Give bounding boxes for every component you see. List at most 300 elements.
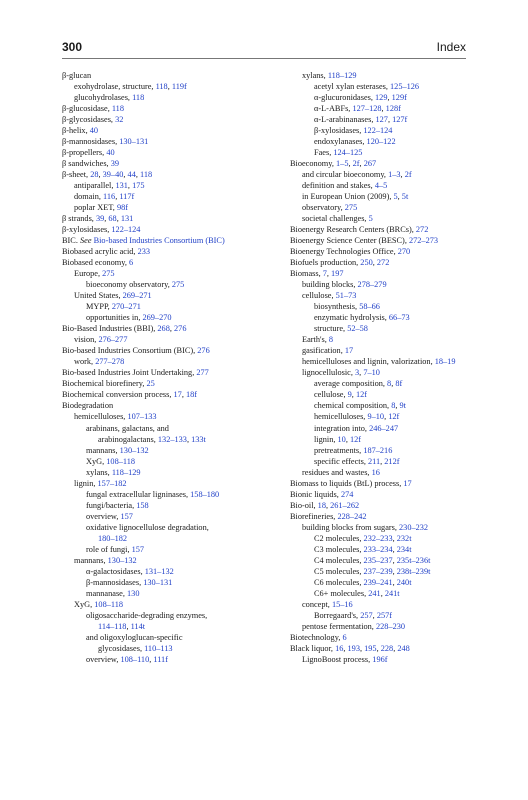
index-term: β strands, <box>62 214 96 224</box>
index-term: fungi/bacteria, <box>86 500 137 510</box>
page-separator: , <box>380 456 385 466</box>
page-separator: , <box>135 170 140 180</box>
index-term: in European Union (2009), <box>302 192 394 202</box>
page-link[interactable]: 127f <box>392 115 408 125</box>
page-link[interactable]: 16 <box>335 643 344 653</box>
page-link[interactable]: 211 <box>367 456 381 466</box>
page-separator: , <box>186 434 192 444</box>
page-link[interactable]: 270–271 <box>111 302 141 312</box>
page-link[interactable]: 12f <box>388 412 400 422</box>
page-link[interactable]: 16 <box>371 467 380 477</box>
index-entry <box>62 522 276 533</box>
index-term: domain, <box>74 192 104 202</box>
page-link[interactable]: 39 <box>110 159 119 169</box>
page-link[interactable]: 28 <box>90 170 99 180</box>
index-entry <box>62 158 276 169</box>
page-link[interactable]: 129f <box>391 93 407 103</box>
page-link[interactable]: 128f <box>385 104 401 114</box>
index-term: lignocellulosic, <box>302 368 355 378</box>
page-link[interactable]: 130–131 <box>119 137 149 147</box>
index-term: Biomass, <box>290 269 323 279</box>
page-link[interactable]: 111f <box>153 654 168 664</box>
index-term: Biobased economy, <box>62 258 129 268</box>
index-entry <box>290 356 504 367</box>
page-link[interactable]: 239–241 <box>363 577 393 587</box>
page-link[interactable]: 44 <box>127 170 136 180</box>
page-link[interactable]: 237–239 <box>363 566 393 576</box>
index-entry <box>62 323 276 334</box>
index-term: Borregaard's, <box>314 610 361 620</box>
index-term: acetyl xylan esterases, <box>314 82 391 92</box>
page-link[interactable]: 3 <box>355 368 360 378</box>
page-link[interactable]: 12f <box>349 434 362 444</box>
page-link[interactable]: 8 <box>387 379 392 389</box>
page-link[interactable]: 118 <box>111 104 124 114</box>
index-entry <box>62 367 276 378</box>
index-term: Biorefineries, <box>290 511 338 521</box>
index-entry <box>62 423 276 434</box>
page-separator: , <box>380 588 385 598</box>
index-term: β sandwiches, <box>62 159 111 169</box>
index-entry <box>290 268 504 279</box>
index-entry <box>62 389 276 400</box>
index-term: β-mannosidases, <box>86 577 144 587</box>
index-term: vision, <box>74 335 99 345</box>
index-term: integration into, <box>314 423 370 433</box>
page-link[interactable]: 127–128 <box>352 104 382 114</box>
index-entry <box>290 577 504 588</box>
page-link[interactable]: 250 <box>360 258 373 268</box>
page-link[interactable]: 122–124 <box>363 126 393 136</box>
page-link[interactable]: 122–124 <box>111 225 141 235</box>
page-link[interactable]: 39 <box>95 214 105 224</box>
page-separator: , <box>393 643 398 653</box>
index-entry <box>62 180 276 191</box>
page-link[interactable]: 1–3 <box>388 170 401 180</box>
page-link[interactable]: 118–129 <box>111 467 141 477</box>
page-link[interactable]: 270 <box>397 247 411 257</box>
page-separator: , <box>169 324 175 334</box>
page-link[interactable]: 272–273 <box>408 236 439 246</box>
index-entry <box>62 169 276 180</box>
index-entry <box>290 478 504 489</box>
index-term: XyG, <box>74 599 95 609</box>
page-link[interactable]: 108–118 <box>94 599 124 609</box>
page-link[interactable]: 187–216 <box>363 445 393 455</box>
index-entry <box>290 610 504 621</box>
index-term: BIC. <box>62 236 80 246</box>
page-link[interactable]: 246–247 <box>369 423 399 433</box>
page-link[interactable]: 118–129 <box>327 71 357 80</box>
index-entry <box>290 279 504 290</box>
page-link[interactable]: 18–19 <box>434 357 456 367</box>
index-term: β-helix, <box>62 126 90 136</box>
index-term: poplar XET, <box>74 203 117 213</box>
page-link[interactable]: 8 <box>391 401 396 411</box>
index-entry <box>62 400 276 411</box>
page-link[interactable]: 132–133 <box>157 434 187 444</box>
page-link[interactable]: 276 <box>174 324 187 334</box>
page-link[interactable]: 275 <box>102 269 115 279</box>
page-link[interactable]: 175 <box>132 181 145 191</box>
page-link[interactable]: 277 <box>196 368 209 378</box>
index-entry <box>62 478 276 489</box>
index-entry <box>290 81 504 92</box>
index-term: cellulose, <box>302 291 336 301</box>
index-entry <box>290 103 504 114</box>
page-link[interactable]: 118 <box>140 170 153 180</box>
page-separator: , <box>381 104 386 114</box>
index-term: hemicelluloses, <box>74 412 128 422</box>
page-link[interactable]: 228–230 <box>375 621 406 631</box>
page-separator: , <box>397 192 402 202</box>
page-link[interactable]: 131–132 <box>144 566 174 576</box>
page-link[interactable]: 124–125 <box>333 148 363 158</box>
page-link[interactable]: 130–132 <box>107 555 137 565</box>
page-link[interactable]: 278–279 <box>357 280 387 290</box>
index-entry <box>290 632 504 643</box>
index-term: overview, <box>86 511 121 521</box>
index-term: α-L-ABFs, <box>314 104 353 114</box>
index-entry <box>62 81 276 92</box>
page-link[interactable]: 228–242 <box>337 511 367 521</box>
page-link[interactable]: 235–237 <box>363 555 393 565</box>
page-link[interactable]: 6 <box>128 258 134 268</box>
index-term: endoxylanases, <box>314 137 367 147</box>
index-term: β-xylosidases, <box>314 126 364 136</box>
index-entry <box>290 70 504 81</box>
page-link[interactable]: 108–110 <box>120 654 150 664</box>
index-entry <box>62 92 276 103</box>
page-separator: , <box>149 654 154 664</box>
page-link[interactable]: 5 <box>393 192 398 202</box>
index-term: chemical composition, <box>314 401 392 411</box>
index-term: pentose fermentation, <box>302 621 376 631</box>
index-term: biosynthesis, <box>314 302 360 312</box>
page-link[interactable]: 131 <box>115 181 128 191</box>
page-separator: , <box>392 577 397 587</box>
index-term: lignin, <box>314 434 338 444</box>
index-term: mannans, <box>74 555 108 565</box>
index-entry <box>290 136 504 147</box>
page-link[interactable]: 232–233 <box>363 533 393 543</box>
page-link[interactable]: 233 <box>137 247 151 257</box>
index-term: Bioenergy Technologies Office, <box>290 247 398 257</box>
page-link[interactable]: 39–40 <box>102 170 124 180</box>
index-entry <box>62 125 276 136</box>
index-term: and oligoxyloglucan-specific <box>86 632 183 642</box>
index-entry <box>62 147 276 158</box>
page-link[interactable]: 5 <box>368 214 373 224</box>
page-separator: , <box>391 379 396 389</box>
index-entry <box>62 511 276 522</box>
page-link[interactable]: 2f <box>352 159 360 169</box>
page-link[interactable]: 6 <box>342 632 347 642</box>
index-entry <box>62 599 276 610</box>
page-link[interactable]: 58–66 <box>359 302 380 312</box>
page-link[interactable]: 233–234 <box>363 544 393 554</box>
page-link[interactable]: 114t <box>130 621 146 631</box>
page-link[interactable]: 257f <box>376 610 393 620</box>
index-entry <box>62 544 276 555</box>
index-entry <box>62 202 276 213</box>
index-entry <box>290 643 504 654</box>
page-separator: , <box>116 214 121 224</box>
index-term: fungal extracellular ligninases, <box>86 489 191 499</box>
index-term: Biochemical conversion process, <box>62 390 174 400</box>
page-link[interactable]: 40 <box>106 148 115 158</box>
page-link[interactable]: 275 <box>171 280 185 290</box>
page-link[interactable]: 7–10 <box>363 368 380 378</box>
page-separator: , <box>115 192 120 202</box>
page-link[interactable]: 157–182 <box>97 478 127 488</box>
page-link[interactable]: 66–73 <box>388 313 410 323</box>
index-entry <box>290 500 504 511</box>
index-entry <box>62 577 276 588</box>
page-link[interactable]: 118 <box>132 93 145 103</box>
page-link[interactable]: 8f <box>395 379 403 389</box>
index-entry <box>62 610 276 621</box>
page-link[interactable]: 1–5 <box>336 159 349 169</box>
page-link[interactable]: 7 <box>322 269 327 279</box>
page-link[interactable]: 127 <box>375 115 388 125</box>
index-term: gasification, <box>302 346 345 356</box>
index-entry <box>290 213 504 224</box>
page-link[interactable]: 4–5 <box>374 181 388 191</box>
page-link[interactable]: 120–122 <box>366 137 396 147</box>
page-link[interactable]: 272 <box>415 225 429 235</box>
page-separator: , <box>126 621 131 631</box>
index-entry <box>290 114 504 125</box>
page-separator: , <box>359 159 364 169</box>
page-link[interactable]: 180–182 <box>98 533 128 543</box>
page-link[interactable]: 276–277 <box>98 335 128 345</box>
page-link[interactable]: 119f <box>171 82 187 92</box>
page-separator: , <box>127 181 133 191</box>
index-entry <box>62 643 276 654</box>
index-entry <box>290 246 504 257</box>
page-link[interactable]: 18f <box>185 390 198 400</box>
page-link[interactable]: 232t <box>396 533 412 543</box>
index-entry <box>290 224 504 235</box>
page-link[interactable]: 10 <box>337 434 346 444</box>
page-link[interactable]: 125–126 <box>390 82 420 92</box>
index-entry <box>62 411 276 422</box>
index-term: observatory, <box>302 203 345 213</box>
index-entry <box>62 268 276 279</box>
page-link[interactable]: 158–180 <box>190 489 220 499</box>
page-link[interactable]: 129 <box>375 93 388 103</box>
index-term: Bionic liquids, <box>290 489 341 499</box>
page-link[interactable]: 114–118 <box>98 621 127 631</box>
page-separator: , <box>392 566 397 576</box>
index-entry <box>290 555 504 566</box>
index-term: exohydrolase, structure, <box>74 82 156 92</box>
page-link[interactable]: 267 <box>363 159 377 169</box>
page-link[interactable]: 212f <box>384 456 400 466</box>
page-link[interactable]: 12f <box>355 390 368 400</box>
index-term: societal challenges, <box>302 214 369 224</box>
page-separator: , <box>392 533 397 543</box>
page-separator: , <box>123 170 128 180</box>
page-link[interactable]: 230–232 <box>399 522 429 532</box>
page-link[interactable]: 268 <box>157 324 170 334</box>
page-link[interactable]: 40 <box>89 126 99 136</box>
index-term: building blocks from sugars, <box>302 522 400 532</box>
page-link[interactable]: 269–270 <box>142 313 172 323</box>
page-link[interactable]: 274 <box>340 489 354 499</box>
page-link[interactable]: 277–278 <box>95 357 125 367</box>
page-link[interactable]: 130 <box>127 588 140 598</box>
page-link[interactable]: 197 <box>331 269 344 279</box>
index-term: Biobased acrylic acid, <box>62 247 138 257</box>
page-link[interactable]: 275 <box>344 203 358 213</box>
index-term: concept, <box>302 599 332 609</box>
index-entry <box>62 312 276 323</box>
index-term: Bioenergy Science Center (BESC), <box>290 236 409 246</box>
page-link[interactable]: 17 <box>344 346 354 356</box>
index-term: Bio-Based Industries (BBI), <box>62 324 158 334</box>
index-entry <box>290 511 504 522</box>
page-separator: , <box>345 434 350 444</box>
page-link[interactable]: 68 <box>108 214 117 224</box>
page-link[interactable]: 130–132 <box>119 445 149 455</box>
header-rule <box>62 58 466 59</box>
index-term: Bioeconomy, <box>290 159 337 169</box>
page-link[interactable]: 195 <box>364 643 377 653</box>
index-term: structure, <box>314 324 348 334</box>
page-link[interactable]: 9–10 <box>367 412 385 422</box>
page-link[interactable]: 98f <box>116 203 128 213</box>
page-link[interactable]: 234t <box>396 544 412 554</box>
index-term: hemicelluloses, <box>314 412 368 422</box>
page-link[interactable]: 118 <box>155 82 168 92</box>
page-number: 300 <box>62 40 83 54</box>
index-term: MYPP, <box>86 302 112 312</box>
page-link[interactable]: 131 <box>120 214 134 224</box>
index-term: United States, <box>74 291 123 301</box>
page-link[interactable]: 238t–239t <box>396 566 431 576</box>
index-entry <box>290 334 504 345</box>
index-term: opportunities in, <box>86 313 143 323</box>
index-entry <box>290 158 504 169</box>
page-link[interactable]: 8 <box>328 335 333 345</box>
index-entry <box>62 334 276 345</box>
page-link[interactable]: 158 <box>136 500 149 510</box>
index-entry <box>290 434 504 445</box>
page-link[interactable]: 241 <box>368 588 381 598</box>
page-link[interactable]: 235t–236t <box>396 555 431 565</box>
index-entry <box>290 180 504 191</box>
index-entry <box>290 467 504 478</box>
index-column-right <box>290 70 504 665</box>
page-link[interactable]: 240t <box>396 577 412 587</box>
index-term: average composition, <box>314 379 388 389</box>
index-term: mannanase, <box>86 588 128 598</box>
index-term: Faes, <box>314 148 334 158</box>
page-separator: , <box>343 643 348 653</box>
index-term: glucohydrolases, <box>74 93 133 103</box>
page-link[interactable]: 32 <box>115 115 124 125</box>
page-separator: , <box>325 500 331 510</box>
index-entry <box>290 191 504 202</box>
index-entry <box>62 445 276 456</box>
page-link[interactable]: 17 <box>173 390 182 400</box>
page-link[interactable]: 241t <box>384 588 400 598</box>
page-link[interactable]: 17 <box>403 478 412 488</box>
index-entry <box>62 467 276 478</box>
page-link[interactable]: 116 <box>103 192 116 202</box>
page-link[interactable]: 51–73 <box>335 291 357 301</box>
page-link[interactable]: 257 <box>360 610 373 620</box>
page-link[interactable]: 5t <box>401 192 409 202</box>
page-link[interactable]: 193 <box>347 643 360 653</box>
page-link[interactable]: 107–133 <box>127 412 157 422</box>
index-entry <box>290 378 504 389</box>
index-term: antiparallel, <box>74 181 116 191</box>
page-link[interactable]: 272 <box>376 258 390 268</box>
page-link[interactable]: 133t <box>191 434 206 444</box>
index-entry <box>290 235 504 246</box>
index-entry <box>62 566 276 577</box>
index-entry <box>62 654 276 665</box>
page-separator: , <box>400 170 405 180</box>
page-link[interactable]: 18 <box>317 500 326 510</box>
index-term: role of fungi, <box>86 544 132 554</box>
page-link[interactable]: 248 <box>397 643 410 653</box>
index-term: Biomass to liquids (BtL) process, <box>290 478 404 488</box>
index-entry <box>290 400 504 411</box>
index-term: β-propellers, <box>62 148 107 158</box>
page-link[interactable]: 130–131 <box>143 577 173 587</box>
index-term: oxidative lignocellulose degradation, <box>86 522 209 532</box>
index-term: xylans, <box>86 467 112 477</box>
page-link[interactable]: 15–16 <box>331 599 353 609</box>
page-link[interactable]: 108–118 <box>106 456 136 466</box>
index-entry <box>62 257 276 268</box>
page-link[interactable]: 228 <box>380 643 394 653</box>
index-entry <box>62 290 276 301</box>
page-link[interactable]: 157 <box>131 544 145 554</box>
page-separator: , <box>387 115 393 125</box>
page-link[interactable]: 196f <box>372 654 388 664</box>
see-reference-label: See <box>79 236 94 246</box>
page-link[interactable]: 9 <box>347 390 352 400</box>
page-link[interactable]: 117f <box>119 192 135 202</box>
index-term: specific effects, <box>314 456 368 466</box>
page-link[interactable]: 269–271 <box>122 291 152 301</box>
page-link[interactable]: 276 <box>197 346 210 356</box>
page-link[interactable]: 9t <box>399 401 406 411</box>
page-link[interactable]: 110–113 <box>144 643 173 653</box>
index-term: Biodegradation <box>62 401 114 411</box>
index-entry <box>290 522 504 533</box>
page-link[interactable]: 2f <box>404 170 412 180</box>
page-link[interactable]: 261–262 <box>330 500 360 510</box>
page-link[interactable]: 52–58 <box>347 324 368 334</box>
index-term: cellulose, <box>314 390 348 400</box>
page-link[interactable]: 157 <box>120 511 133 521</box>
index-entry <box>290 456 504 467</box>
index-entry <box>62 356 276 367</box>
page-link[interactable]: 25 <box>146 379 155 389</box>
index-entry <box>62 224 276 235</box>
index-entry <box>290 345 504 356</box>
index-entry <box>62 434 276 445</box>
index-entry <box>62 456 276 467</box>
see-reference-link[interactable]: Bio-based Industries Consortium (BIC) <box>93 236 225 246</box>
index-term: C4 molecules, <box>314 555 364 565</box>
